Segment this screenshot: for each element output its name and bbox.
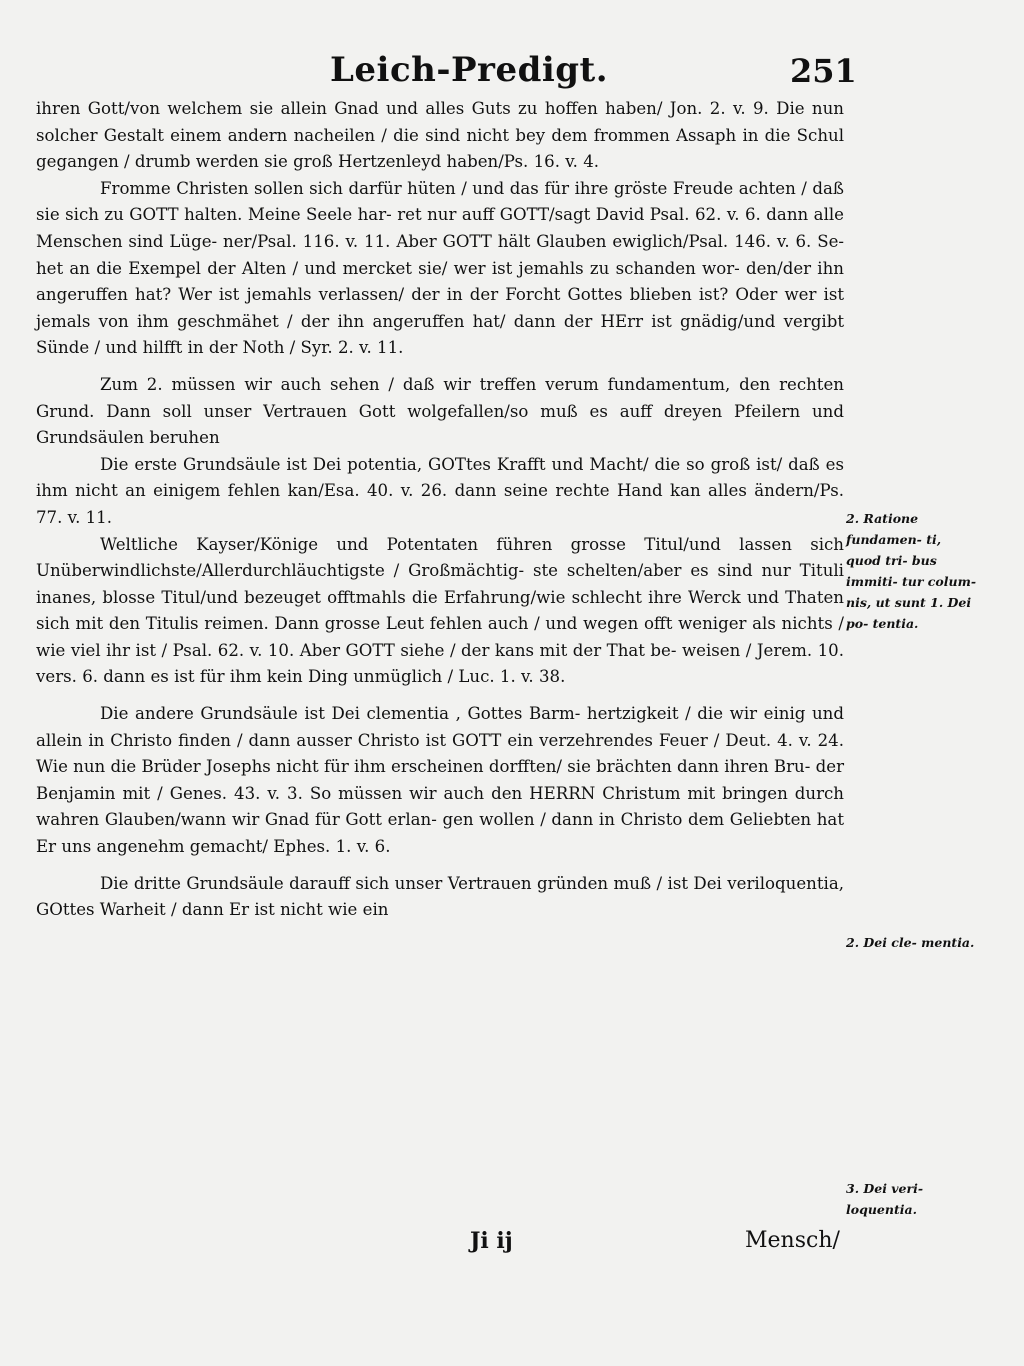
page-header	[0, 50, 1024, 100]
body-text	[36, 96, 844, 924]
paragraph: Weltliche Kayser/Könige und Potentaten führen grosse Titul/und lassen sich Unüberwindlichste/Allerdurchläuchtigste / Großmächtig- ste schelten/aber es sind nur Tituli inanes, blosse Titul/und bezeuget offtmahls die Erfahrung/wie schlecht ihre Werck und Thaten sich mit den Titulis reimen. Dann grosse Leut fehlen auch / und wegen offt weniger als nichts / wie viel ihr ist / Psal. 62. v. 10. Aber GOTT siehe / der kans mit der That be- weisen / Jerem. 10. vers. 6. dann es ist für ihm kein Ding unmüglich / Luc. 1. v. 38.	[36, 534, 844, 687]
paragraph: Die andere Grundsäule ist Dei clementia , Gottes Barm- hertzigkeit / die wir einig und allein in Christo finden / dann ausser Christo ist GOTT ein verzehrendes Feuer / Deut. 4. v. 24. Wie nun die Brüder Josephs nicht für ihm erscheinen dorfften/ sie brächten dann ihren Bru- der Benjamin mit / Genes. 43. v. 3. So müssen wir auch den HERRN Christum mit bringen durch wahren Glauben/wann wir Gnad für Gott erlan- gen wollen / dann in Christo dem Geliebten hat Er uns angenehm gemacht/ Ephes. 1. v. 6.	[36, 704, 844, 857]
catchword: Mensch/	[745, 1228, 840, 1253]
page-number: 251	[790, 52, 857, 90]
signature-mark: Ji ij	[470, 1228, 513, 1254]
running-head: Leich-Predigt.	[330, 50, 609, 90]
paragraph: ihren Gott/von welchem sie allein Gnad und alles Guts zu hoffen haben/ Jon. 2. v. 9. Die nun solcher Gestalt einem andern nacheilen / die sind nicht bey dem frommen Assaph in die Schul gegangen / drumb werden sie groß Hertzenleyd haben/Ps. 16. v. 4.	[36, 99, 844, 172]
catchline	[0, 1228, 1024, 1268]
paragraph: Zum 2. müssen wir auch sehen / daß wir treffen verum fundamentum, den rechten Grund. Dann soll unser Vertrauen Gott wolgefallen/so muß es auff dreyen Pfeilern und Grundsäulen beruhen	[36, 374, 844, 448]
paragraph: Die erste Grundsäule ist Dei potentia, GOTtes Krafft und Macht/ die so groß ist/ daß es ihm nicht an einigem fehlen kan/Esa. 40. v. 26. dann seine rechte Hand kan alles ändern/Ps. 77. v. 11.	[36, 454, 844, 527]
margin-note: 3. Dei veri- loquentia.	[846, 1181, 924, 1217]
margin-note: 2. Dei cle- mentia.	[846, 935, 975, 950]
margin-note: 2. Ratione fundamen- ti, quod tri- bus immiti- tur colum- nis, ut sunt 1. Dei po- tentia.	[846, 511, 977, 631]
paragraph: Fromme Christen sollen sich darfür hüten / und das für ihre gröste Freude achten / daß sie sich zu GOTT halten. Meine Seele har- ret nur auff GOTT/sagt David Psal. 62. v. 6. dann alle Menschen sind Lüge- ner/Psal. 116. v. 11. Aber GOTT hält Glauben ewiglich/Psal. 146. v. 6. Se- het an die Exempel der Alten / und mercket sie/ wer ist jemahls zu schanden wor- den/der ihn angeruffen hat? Wer ist jemahls verlassen/ der in der Forcht Gottes blieben ist? Oder wer ist jemals von ihm geschmähet / der ihn angeruffen hat/ dann der HErr ist gnädig/und vergibt Sünde / und hilfft in der Noth / Syr. 2. v. 11.	[36, 178, 844, 358]
paragraph: Die dritte Grundsäule darauff sich unser Vertrauen gründen muß / ist Dei veriloquentia, GOttes Warheit / dann Er ist nicht wie ein	[36, 873, 844, 920]
